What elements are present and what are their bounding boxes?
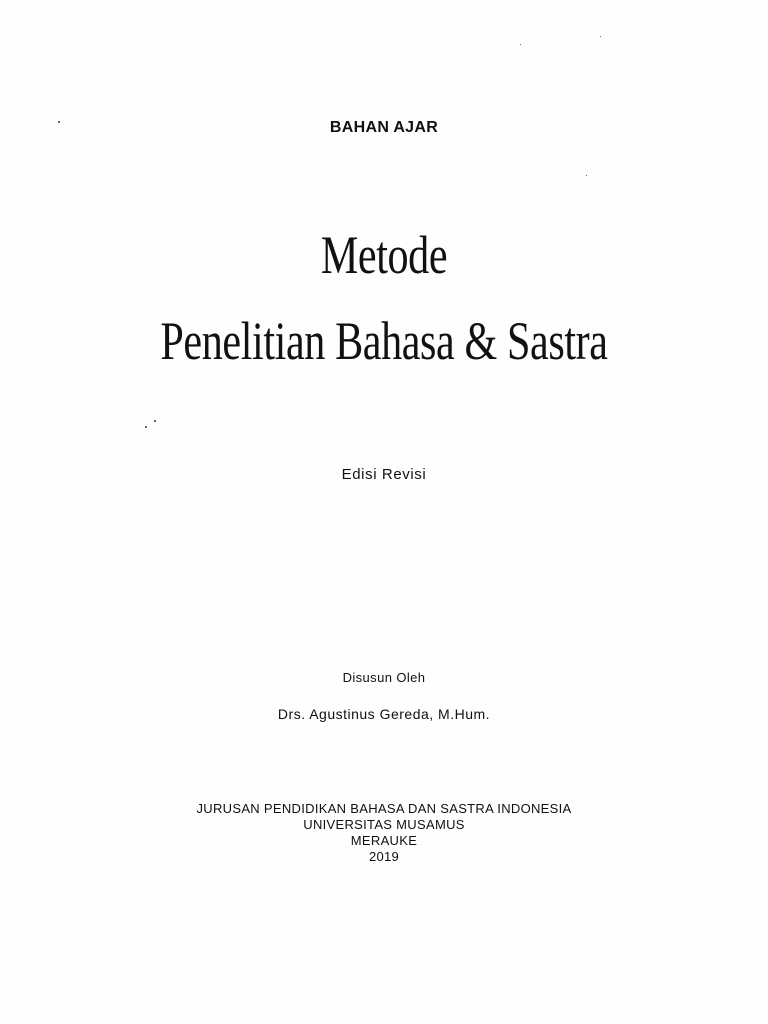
scan-speck (586, 175, 587, 176)
scan-speck (145, 426, 147, 428)
edition-label: Edisi Revisi (341, 466, 427, 483)
scan-speck (58, 121, 60, 123)
title-line-2: Penelitian Bahasa & Sastra (160, 311, 608, 371)
scan-speck (600, 36, 601, 37)
title-line-1: Metode (320, 225, 448, 285)
city-name: MERAUKE (350, 833, 418, 848)
header-label: BAHAN AJAR (329, 119, 439, 136)
publication-year: 2019 (368, 849, 400, 864)
author-name: Drs. Agustinus Gereda, M.Hum. (277, 706, 491, 722)
credit-prefix: Disusun Oleh (342, 670, 426, 685)
university-name: UNIVERSITAS MUSAMUS (303, 817, 465, 832)
scan-speck (154, 420, 156, 422)
scan-speck (520, 44, 521, 45)
department-name: JURUSAN PENDIDIKAN BAHASA DAN SASTRA INDONESIA (196, 801, 572, 816)
